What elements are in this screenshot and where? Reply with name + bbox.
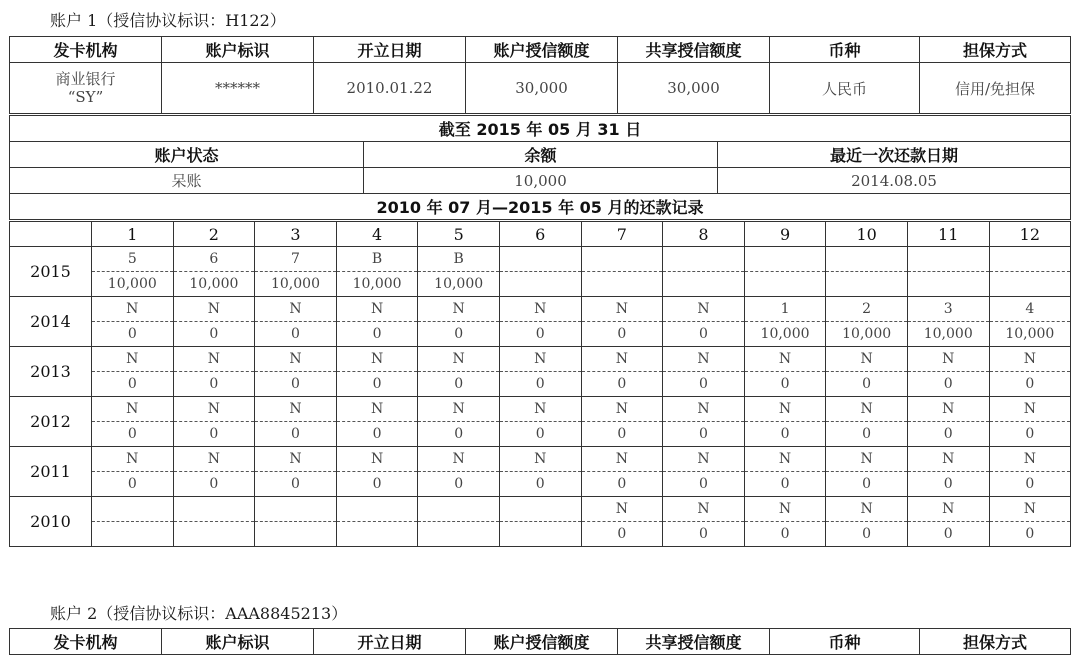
account1-info-table — [9, 36, 1071, 114]
header-open-date: 开立日期 — [314, 37, 466, 63]
month-header: 1 — [92, 222, 174, 247]
amount-cell: 10,000 — [826, 322, 908, 347]
month-header: 7 — [581, 222, 663, 247]
amount-cell: 0 — [173, 372, 255, 397]
history-amount-row — [10, 472, 1071, 497]
status-cell — [663, 247, 745, 272]
history-status-row — [10, 497, 1071, 522]
status-cell: N — [907, 497, 989, 522]
amount-cell: 0 — [255, 472, 337, 497]
amount-cell: 0 — [826, 422, 908, 447]
amount-cell: 10,000 — [744, 322, 826, 347]
header-guarantee: 担保方式 — [920, 629, 1071, 655]
status-cell: N — [499, 297, 581, 322]
status-cell: N — [744, 447, 826, 472]
account2-title: 账户 2（授信协议标识：AAA8845213） — [50, 604, 348, 623]
status-cell: N — [418, 447, 500, 472]
status-cell: 7 — [255, 247, 337, 272]
status-cell: N — [663, 447, 745, 472]
amount-cell: 0 — [663, 472, 745, 497]
year-label: 2012 — [10, 397, 92, 447]
month-header: 4 — [336, 222, 418, 247]
amount-cell — [581, 272, 663, 297]
status-cell: N — [581, 397, 663, 422]
issuer-name: 商业银行 — [55, 70, 116, 88]
status-cell — [581, 247, 663, 272]
info-value-row — [10, 63, 1071, 114]
amount-cell: 0 — [255, 422, 337, 447]
status-cell: N — [581, 447, 663, 472]
status-cell: N — [499, 347, 581, 372]
amount-cell: 0 — [907, 522, 989, 547]
amount-cell: 10,000 — [336, 272, 418, 297]
status-cell: N — [255, 297, 337, 322]
header-issuer: 发卡机构 — [10, 629, 162, 655]
status-cell — [336, 497, 418, 522]
status-cell: N — [173, 447, 255, 472]
amount-cell: 10,000 — [92, 272, 174, 297]
as-of-date: 截至 2015 年 05 月 31 日 — [10, 116, 1071, 142]
header-account-status: 账户状态 — [10, 142, 364, 168]
header-shared-limit: 共享授信额度 — [618, 37, 770, 63]
status-cell: N — [826, 397, 908, 422]
status-cell: N — [499, 447, 581, 472]
amount-cell: 0 — [907, 472, 989, 497]
history-status-row — [10, 397, 1071, 422]
header-credit-limit: 账户授信额度 — [466, 629, 618, 655]
amount-cell: 10,000 — [989, 322, 1071, 347]
status-cell: N — [663, 497, 745, 522]
amount-cell: 0 — [663, 322, 745, 347]
amount-cell: 0 — [336, 472, 418, 497]
status-cell: N — [418, 297, 500, 322]
month-header: 12 — [989, 222, 1071, 247]
amount-cell: 0 — [336, 422, 418, 447]
status-cell: 4 — [989, 297, 1071, 322]
amount-cell: 0 — [989, 522, 1071, 547]
month-header: 10 — [826, 222, 908, 247]
history-amount-row — [10, 272, 1071, 297]
status-cell: N — [907, 347, 989, 372]
history-status-row — [10, 447, 1071, 472]
amount-cell: 0 — [418, 422, 500, 447]
amount-cell: 0 — [418, 372, 500, 397]
status-cell: N — [663, 397, 745, 422]
guarantee-value: 信用/免担保 — [920, 63, 1071, 114]
status-cell: N — [907, 447, 989, 472]
header-issuer: 发卡机构 — [10, 37, 162, 63]
amount-cell — [173, 522, 255, 547]
year-label: 2011 — [10, 447, 92, 497]
status-cell: N — [173, 347, 255, 372]
status-cell: N — [255, 347, 337, 372]
month-header: 5 — [418, 222, 500, 247]
status-cell — [744, 247, 826, 272]
account1-status-table — [9, 115, 1071, 220]
header-last-payment: 最近一次还款日期 — [718, 142, 1071, 168]
account2-info-table — [9, 628, 1071, 655]
amount-cell: 0 — [92, 472, 174, 497]
status-cell: N — [826, 347, 908, 372]
amount-cell: 0 — [173, 422, 255, 447]
amount-cell: 0 — [581, 422, 663, 447]
amount-cell: 0 — [744, 422, 826, 447]
history-amount-row — [10, 422, 1071, 447]
amount-cell: 0 — [336, 372, 418, 397]
status-cell — [826, 247, 908, 272]
amount-cell — [826, 272, 908, 297]
status-cell: N — [826, 447, 908, 472]
status-cell: N — [907, 397, 989, 422]
status-cell: N — [92, 297, 174, 322]
status-cell: 6 — [173, 247, 255, 272]
amount-cell: 0 — [499, 472, 581, 497]
history-amount-row — [10, 372, 1071, 397]
info-header-row — [10, 37, 1071, 63]
amount-cell: 0 — [418, 322, 500, 347]
amount-cell: 0 — [907, 422, 989, 447]
status-cell — [499, 497, 581, 522]
amount-cell: 0 — [92, 372, 174, 397]
issuer-code: “SY” — [67, 88, 104, 106]
status-cell: N — [744, 347, 826, 372]
amount-cell: 0 — [255, 322, 337, 347]
status-cell — [255, 497, 337, 522]
status-cell: N — [418, 397, 500, 422]
status-cell: 2 — [826, 297, 908, 322]
last-payment-value: 2014.08.05 — [718, 168, 1071, 194]
status-cell: N — [418, 347, 500, 372]
status-cell: N — [255, 397, 337, 422]
status-cell: N — [336, 297, 418, 322]
status-cell: N — [989, 347, 1071, 372]
status-cell: N — [744, 397, 826, 422]
status-cell: 5 — [92, 247, 174, 272]
amount-cell: 0 — [336, 322, 418, 347]
year-header-cell — [10, 222, 92, 247]
amount-cell — [663, 272, 745, 297]
amount-cell: 0 — [92, 422, 174, 447]
month-header: 8 — [663, 222, 745, 247]
status-cell — [418, 497, 500, 522]
history-status-row — [10, 347, 1071, 372]
credit-limit-value: 30,000 — [466, 63, 618, 114]
amount-cell: 0 — [92, 322, 174, 347]
amount-cell: 0 — [418, 472, 500, 497]
amount-cell — [92, 522, 174, 547]
status-cell: N — [173, 397, 255, 422]
status-cell: N — [581, 297, 663, 322]
info-header-row — [10, 629, 1071, 655]
amount-cell: 10,000 — [907, 322, 989, 347]
status-cell: N — [989, 397, 1071, 422]
amount-cell: 0 — [581, 472, 663, 497]
amount-cell — [907, 272, 989, 297]
amount-cell: 0 — [173, 472, 255, 497]
currency-value: 人民币 — [770, 63, 920, 114]
status-cell: N — [581, 497, 663, 522]
account1-title: 账户 1（授信协议标识：H122） — [50, 11, 286, 30]
amount-cell: 0 — [989, 422, 1071, 447]
header-guarantee: 担保方式 — [920, 37, 1071, 63]
status-cell: N — [989, 497, 1071, 522]
month-header: 11 — [907, 222, 989, 247]
account-id-value: ****** — [162, 63, 314, 114]
header-open-date: 开立日期 — [314, 629, 466, 655]
status-cell — [173, 497, 255, 522]
header-credit-limit: 账户授信额度 — [466, 37, 618, 63]
amount-cell: 0 — [255, 372, 337, 397]
amount-cell: 10,000 — [173, 272, 255, 297]
status-cell: N — [663, 347, 745, 372]
history-amount-row — [10, 522, 1071, 547]
amount-cell: 0 — [663, 422, 745, 447]
amount-cell: 0 — [581, 322, 663, 347]
status-cell — [907, 247, 989, 272]
month-header-row — [10, 222, 1071, 247]
amount-cell: 10,000 — [418, 272, 500, 297]
amount-cell — [499, 522, 581, 547]
status-cell: N — [92, 447, 174, 472]
status-cell: N — [336, 447, 418, 472]
amount-cell — [499, 272, 581, 297]
header-account-id: 账户标识 — [162, 37, 314, 63]
status-cell: N — [826, 497, 908, 522]
issuer-value — [10, 63, 162, 114]
status-cell: 1 — [744, 297, 826, 322]
status-cell: N — [336, 347, 418, 372]
amount-cell: 0 — [581, 522, 663, 547]
status-cell: B — [418, 247, 500, 272]
amount-cell — [418, 522, 500, 547]
year-label: 2013 — [10, 347, 92, 397]
month-header: 2 — [173, 222, 255, 247]
history-title: 2010 年 07 月—2015 年 05 月的还款记录 — [10, 194, 1071, 220]
amount-cell: 0 — [826, 472, 908, 497]
month-header: 3 — [255, 222, 337, 247]
status-cell: N — [744, 497, 826, 522]
header-currency: 币种 — [770, 629, 920, 655]
amount-cell — [255, 522, 337, 547]
amount-cell: 0 — [499, 322, 581, 347]
status-cell — [92, 497, 174, 522]
status-cell: N — [336, 397, 418, 422]
amount-cell: 10,000 — [255, 272, 337, 297]
amount-cell: 0 — [173, 322, 255, 347]
header-shared-limit: 共享授信额度 — [618, 629, 770, 655]
year-label: 2015 — [10, 247, 92, 297]
status-cell: N — [989, 447, 1071, 472]
open-date-value: 2010.01.22 — [314, 63, 466, 114]
status-cell: 3 — [907, 297, 989, 322]
status-cell: N — [255, 447, 337, 472]
shared-limit-value: 30,000 — [618, 63, 770, 114]
status-cell: N — [173, 297, 255, 322]
amount-cell: 0 — [744, 522, 826, 547]
status-cell: N — [663, 297, 745, 322]
amount-cell: 0 — [499, 372, 581, 397]
status-cell: N — [92, 347, 174, 372]
header-balance: 余额 — [364, 142, 718, 168]
status-cell: N — [581, 347, 663, 372]
amount-cell: 0 — [907, 372, 989, 397]
amount-cell: 0 — [826, 522, 908, 547]
amount-cell: 0 — [663, 522, 745, 547]
year-label: 2010 — [10, 497, 92, 547]
amount-cell: 0 — [989, 372, 1071, 397]
amount-cell — [989, 272, 1071, 297]
account-status-value: 呆账 — [10, 168, 364, 194]
repayment-history-grid — [9, 221, 1071, 547]
amount-cell: 0 — [826, 372, 908, 397]
header-account-id: 账户标识 — [162, 629, 314, 655]
status-cell — [499, 247, 581, 272]
amount-cell — [744, 272, 826, 297]
year-label: 2014 — [10, 297, 92, 347]
history-status-row — [10, 297, 1071, 322]
status-cell — [989, 247, 1071, 272]
amount-cell: 0 — [744, 472, 826, 497]
header-currency: 币种 — [770, 37, 920, 63]
history-status-row — [10, 247, 1071, 272]
status-cell: B — [336, 247, 418, 272]
history-amount-row — [10, 322, 1071, 347]
balance-value: 10,000 — [364, 168, 718, 194]
month-header: 6 — [499, 222, 581, 247]
amount-cell: 0 — [499, 422, 581, 447]
amount-cell: 0 — [744, 372, 826, 397]
amount-cell — [336, 522, 418, 547]
month-header: 9 — [744, 222, 826, 247]
status-cell: N — [92, 397, 174, 422]
amount-cell: 0 — [989, 472, 1071, 497]
status-cell: N — [499, 397, 581, 422]
amount-cell: 0 — [581, 372, 663, 397]
amount-cell: 0 — [663, 372, 745, 397]
